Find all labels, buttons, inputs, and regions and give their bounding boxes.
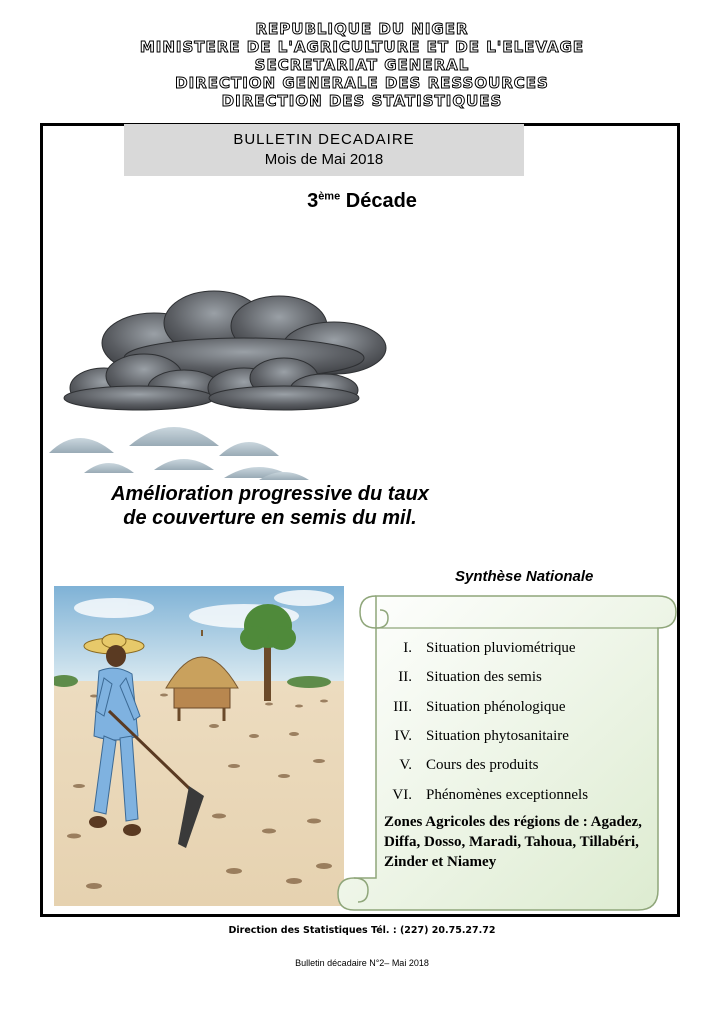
list-item xyxy=(380,751,670,780)
decade-word: Décade xyxy=(345,190,417,212)
list-item xyxy=(380,634,670,663)
list-item xyxy=(380,780,670,809)
rain-clouds-illustration xyxy=(44,288,394,488)
list-item-label: Situation des semis xyxy=(426,669,542,686)
list-item-number: V. xyxy=(399,757,412,774)
bulletin-month: Mois de Mai 2018 xyxy=(264,151,384,168)
headline-line1: Amélioration progressive du taux xyxy=(111,483,429,505)
synthese-title: Synthèse Nationale xyxy=(455,568,594,585)
list-item-number: III. xyxy=(393,698,412,715)
list-item xyxy=(380,693,670,722)
decade-number: 3 xyxy=(307,190,319,212)
header-line-secretariat: SECRETARIAT GENERAL xyxy=(254,56,470,74)
list-item-label: Situation phytosanitaire xyxy=(426,728,569,745)
zones-agricoles: Zones Agricoles des régions de : Agadez, Diffa, Dosso, Maradi, Tahoua, Tillabéri, Zinder et Niamey xyxy=(384,814,642,870)
list-item-number: II. xyxy=(398,669,412,686)
decade-label xyxy=(0,190,724,213)
list-item-label: Situation pluviométrique xyxy=(426,640,576,657)
header-line-direction-generale: DIRECTION GENERALE DES RESSOURCES xyxy=(175,74,549,92)
list-item-number: VI. xyxy=(392,786,412,803)
header-line-ministry: MINISTERE DE L'AGRICULTURE ET DE L'ELEVAGE xyxy=(139,38,585,56)
farmer-sowing-illustration xyxy=(54,586,344,906)
synthese-list xyxy=(380,634,670,810)
footer-contact: Direction des Statistiques Tél. : (227) 20.75.27.72 xyxy=(228,925,496,936)
decade-suffix: ème xyxy=(318,190,341,203)
list-item-label: Cours des produits xyxy=(426,757,539,774)
list-item-number: IV. xyxy=(394,728,412,745)
ministry-header xyxy=(0,20,724,110)
bulletin-title-box xyxy=(124,124,524,176)
headline xyxy=(70,482,470,530)
header-line-direction-statistiques: DIRECTION DES STATISTIQUES xyxy=(221,92,503,110)
footer-page-label: Bulletin décadaire N°2– Mai 2018 xyxy=(295,958,429,968)
list-item-number: I. xyxy=(403,640,412,657)
headline-line2: de couverture en semis du mil. xyxy=(123,507,417,529)
bulletin-title: BULLETIN DECADAIRE xyxy=(233,131,415,148)
list-item xyxy=(380,663,670,692)
list-item-label: Phénomènes exceptionnels xyxy=(426,786,589,803)
header-line-republic: REPUBLIQUE DU NIGER xyxy=(255,20,469,38)
list-item-label: Situation phénologique xyxy=(426,698,566,715)
list-item xyxy=(380,722,670,751)
